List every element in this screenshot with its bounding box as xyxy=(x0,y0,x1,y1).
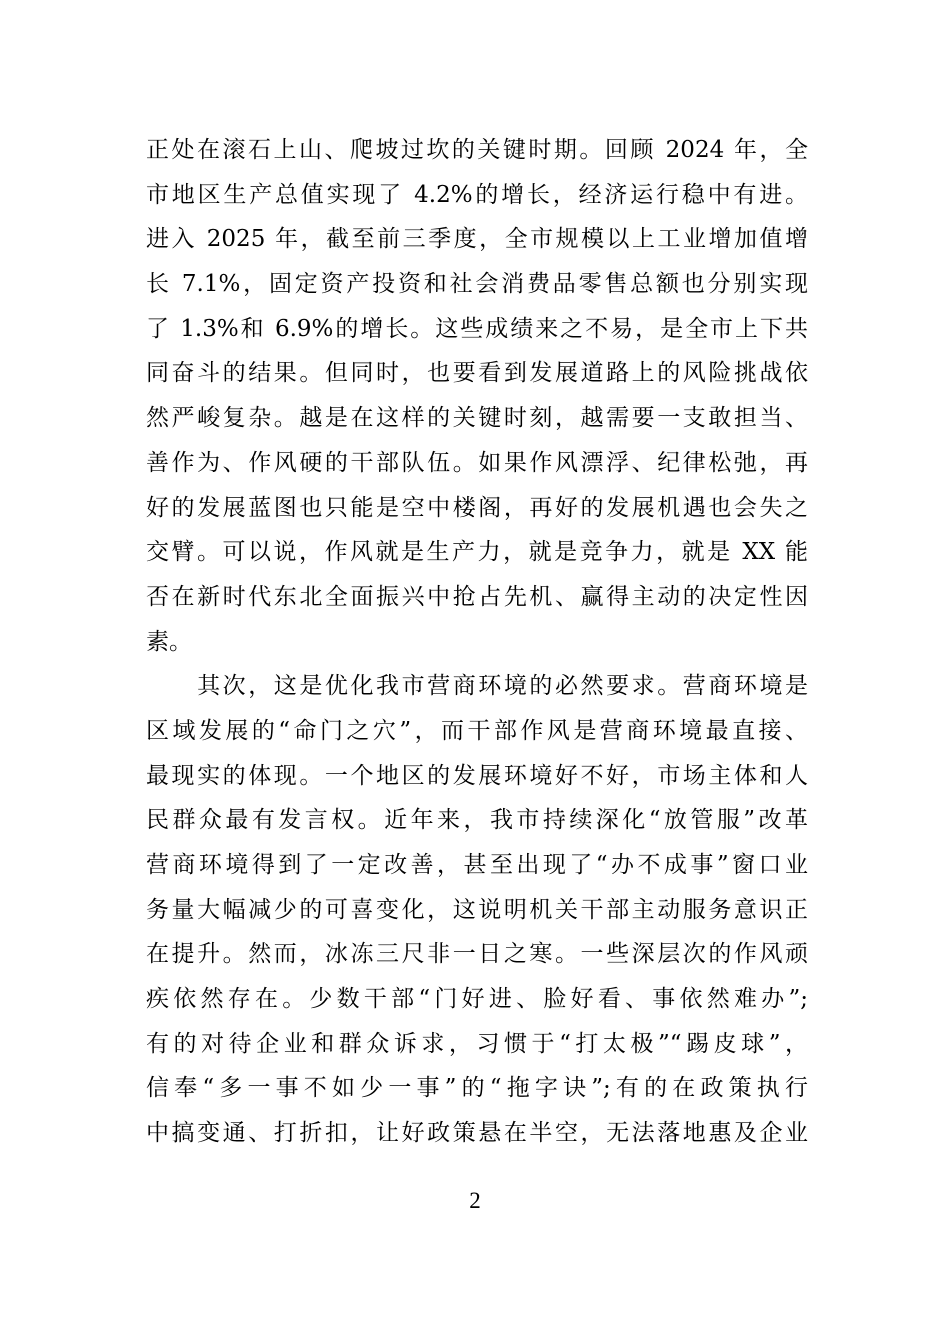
text-line: 中搞变通、打折扣，让好政策悬在半空，无法落地惠及企业 xyxy=(146,1120,808,1147)
text-line: 营商环境得到了一定改善，甚至出现了“办不成事”窗口业 xyxy=(146,852,808,878)
text-line: 否在新时代东北全面振兴中抢占先机、赢得主动的决定性因 xyxy=(146,583,808,610)
text-line: 民群众最有发言权。近年来，我市持续深化“放管服”改革 xyxy=(146,807,808,834)
text-line: 长 7.1%，固定资产投资和社会消费品零售总额也分别实现 xyxy=(146,271,808,298)
text-line: 正处在滚石上山、爬坡过坎的关键时期。回顾 2024 年，全 xyxy=(146,137,808,163)
text-line: 交臂。可以说，作风就是生产力，就是竞争力，就是 XX 能 xyxy=(146,539,808,566)
text-line: 同奋斗的结果。但同时，也要看到发展道路上的风险挑战依 xyxy=(146,360,808,387)
page-number: 2 xyxy=(469,1188,481,1213)
text-line: 有的对待企业和群众诉求，习惯于“打太极”“踢皮球”， xyxy=(146,1030,808,1057)
body-text xyxy=(146,128,808,1156)
paragraph-2 xyxy=(146,664,808,1156)
text-line: 在提升。然而，冰冻三尺非一日之寒。一些深层次的作风顽 xyxy=(146,941,808,968)
text-line: 然严峻复杂。越是在这样的关键时刻，越需要一支敢担当、 xyxy=(146,405,808,432)
text-line: 区域发展的“命门之穴”，而干部作风是营商环境最直接、 xyxy=(146,717,808,744)
text-line: 疾依然存在。少数干部“门好进、脸好看、事依然难办”; xyxy=(146,986,808,1013)
text-line: 好的发展蓝图也只能是空中楼阁，再好的发展机遇也会失之 xyxy=(146,494,808,521)
text-line: 了 1.3%和 6.9%的增长。这些成绩来之不易，是全市上下共 xyxy=(146,315,808,342)
text-line: 市地区生产总值实现了 4.2%的增长，经济运行稳中有进。 xyxy=(146,181,808,208)
text-line: 其次，这是优化我市营商环境的必然要求。营商环境是 xyxy=(146,673,808,700)
text-line: 进入 2025 年，截至前三季度，全市规模以上工业增加值增 xyxy=(146,226,808,253)
text-line: 素。 xyxy=(146,628,192,655)
text-line: 务量大幅减少的可喜变化，这说明机关干部主动服务意识正 xyxy=(146,896,808,923)
text-line: 最现实的体现。一个地区的发展环境好不好，市场主体和人 xyxy=(146,762,808,789)
paragraph-1 xyxy=(146,128,808,664)
text-line: 信奉“多一事不如少一事”的“拖字诀”;有的在政策执行 xyxy=(146,1075,808,1102)
text-line: 善作为、作风硬的干部队伍。如果作风漂浮、纪律松弛，再 xyxy=(146,449,808,476)
